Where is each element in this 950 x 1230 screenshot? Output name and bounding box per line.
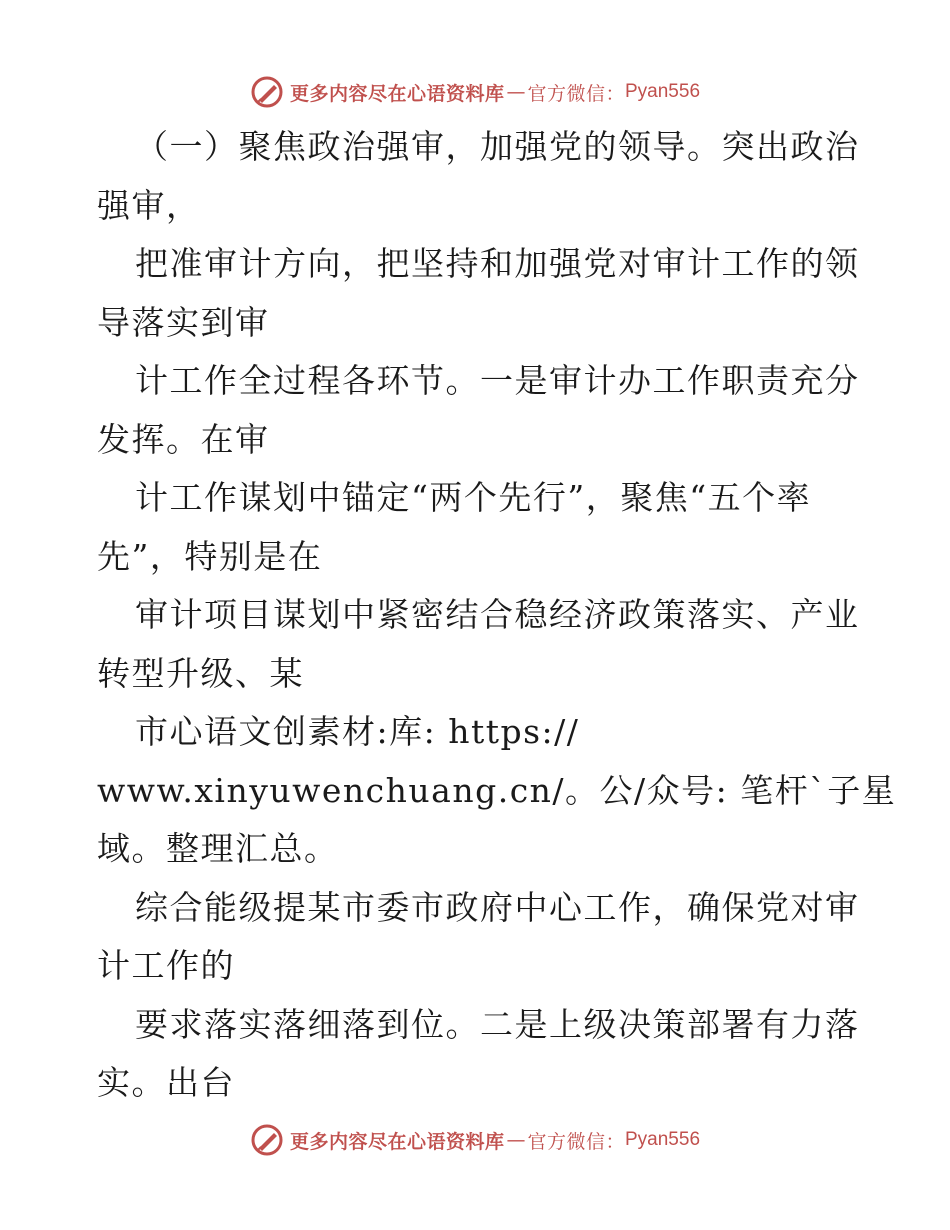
text-line: 综合能级提某市委市政府中心工作，确保党对审 [135, 887, 860, 927]
text-line: 审计项目谋划中紧密结合稳经济政策落实、产业 [135, 595, 860, 634]
header-watermark [0, 72, 950, 112]
text-line: 计工作全过程各环节。一是审计办工作职责充分 [135, 361, 860, 400]
watermark-contact-label: 官方微信： [527, 1130, 625, 1153]
text-line: www.xinyuwenchuang.cn/。公/众号: 笔杆`子星 [97, 770, 897, 810]
watermark-contact-id: Pyan556 [625, 81, 701, 102]
text-line: 要求落实落细落到位。二是上级决策部署有力落 [135, 1004, 860, 1044]
quill-logo-icon [250, 75, 284, 109]
text-line: 导落实到审 [97, 302, 270, 342]
text-line: 计工作谋划中锚定“两个先行”，聚焦“五个率 [135, 478, 812, 517]
text-line: （一）聚焦政治强审，加强党的领导。突出政治 [135, 127, 860, 166]
text-line: 先”，特别是在 [97, 536, 323, 576]
watermark-brand: 更多内容尽在心语资料库 [289, 82, 505, 105]
watermark-contact-id: Pyan556 [625, 1129, 701, 1150]
watermark-dash: — [506, 1129, 526, 1151]
watermark-contact-label: 官方微信： [527, 82, 625, 105]
text-line: 转型升级、某 [97, 653, 304, 693]
document-body [97, 118, 897, 1113]
watermark-dash: — [506, 81, 526, 103]
text-line: 计工作的 [97, 946, 235, 985]
text-line: 实。出台 [97, 1063, 235, 1102]
quill-logo-icon [250, 1123, 284, 1157]
text-line: 发挥。在审 [97, 419, 270, 459]
footer-watermark [0, 1120, 950, 1160]
text-line: 强审， [97, 185, 201, 225]
text-line: 把准审计方向，把坚持和加强党对审计工作的领 [135, 244, 860, 283]
watermark-brand: 更多内容尽在心语资料库 [289, 1130, 505, 1153]
text-line: 市心语文创素材:库: https:// [135, 712, 580, 751]
text-line: 域。整理汇总。 [97, 829, 339, 868]
